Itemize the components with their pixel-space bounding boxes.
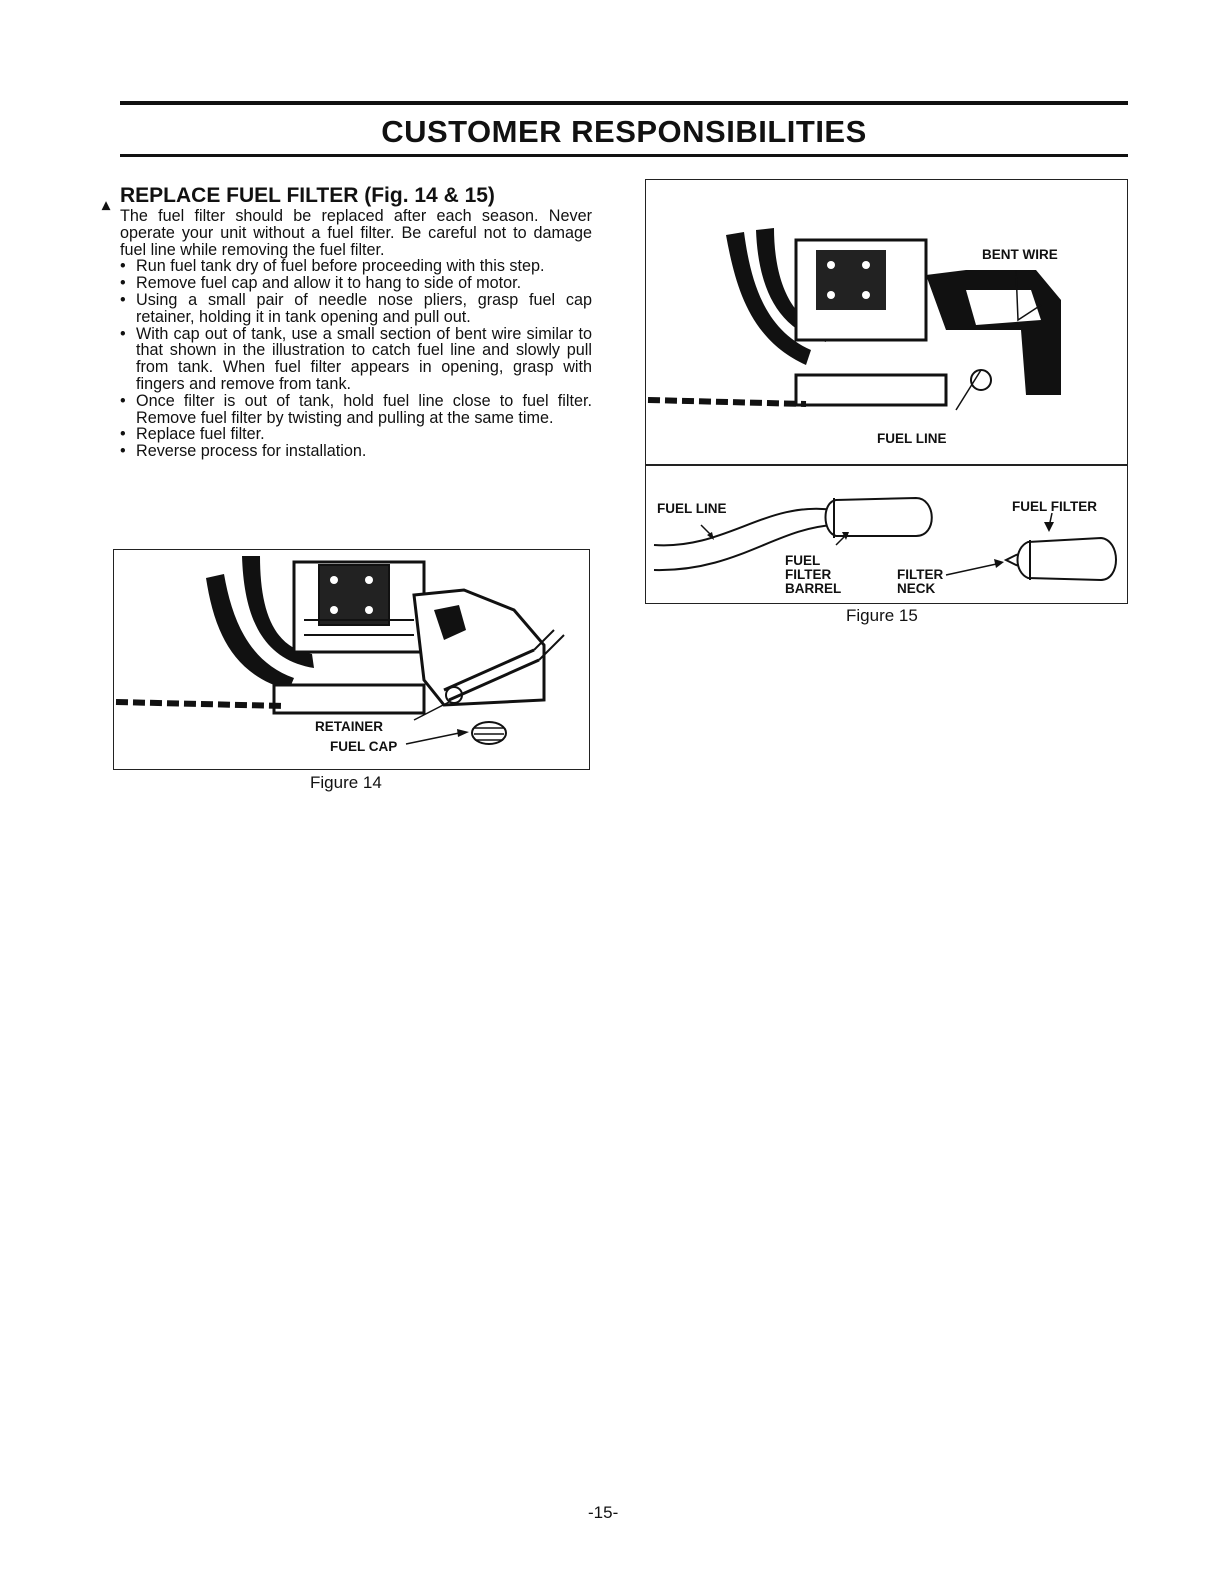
step-item: • With cap out of tank, use a small section of bent wire similar to that shown in the illustration to catch fuel line and slowly pull from tank. When fuel filter appears in opening, grasp with fingers and remove from tank. bbox=[120, 326, 592, 393]
figure-15-illustration bbox=[646, 180, 1127, 603]
steps-list bbox=[120, 258, 592, 460]
figure-15-divider bbox=[646, 464, 1127, 466]
step-item: • Once filter is out of tank, hold fuel line close to fuel filter. Remove fuel filter by twisting and pulling at the same time. bbox=[120, 393, 592, 427]
top-rule bbox=[120, 101, 1128, 105]
step-item: • Reverse process for installation. bbox=[120, 443, 592, 460]
step-item: • Remove fuel cap and allow it to hang to side of motor. bbox=[120, 275, 592, 292]
figure-14-caption: Figure 14 bbox=[310, 773, 382, 792]
instructions-text bbox=[120, 208, 592, 460]
step-item: • Run fuel tank dry of fuel before proceeding with this step. bbox=[120, 258, 592, 275]
fuel-line-top-label: FUEL LINE bbox=[877, 431, 947, 446]
step-item: • Replace fuel filter. bbox=[120, 426, 592, 443]
bent-wire-label: BENT WIRE bbox=[982, 247, 1058, 262]
page-title: CUSTOMER RESPONSIBILITIES bbox=[381, 114, 867, 149]
fuel-filter-barrel-label: FUEL FILTER BARREL bbox=[785, 553, 842, 596]
figure-15-caption: Figure 15 bbox=[846, 606, 918, 625]
step-item: • Using a small pair of needle nose pliers, grasp fuel cap retainer, holding it in tank opening and pull out. bbox=[120, 292, 592, 326]
retainer-label: RETAINER bbox=[315, 719, 384, 734]
page-number: -15- bbox=[588, 1503, 619, 1522]
fuel-line-label: FUEL LINE bbox=[657, 501, 727, 516]
title-underline-rule bbox=[120, 154, 1128, 157]
figure-15 bbox=[645, 179, 1128, 604]
section-heading: REPLACE FUEL FILTER (Fig. 14 & 15) bbox=[120, 184, 495, 207]
heading-mark: ▴ bbox=[102, 197, 111, 214]
figure-14 bbox=[113, 549, 590, 770]
fuel-filter-label: FUEL FILTER bbox=[1012, 499, 1097, 514]
intro-paragraph: The fuel filter should be replaced after each season. Never operate your unit without a fuel filter. Be careful not to damage fuel line while removing the fuel filter. bbox=[120, 207, 592, 259]
fuel-cap-label: FUEL CAP bbox=[330, 739, 398, 754]
filter-neck-label: FILTER NECK bbox=[897, 567, 944, 596]
figure-14-illustration bbox=[114, 550, 589, 769]
